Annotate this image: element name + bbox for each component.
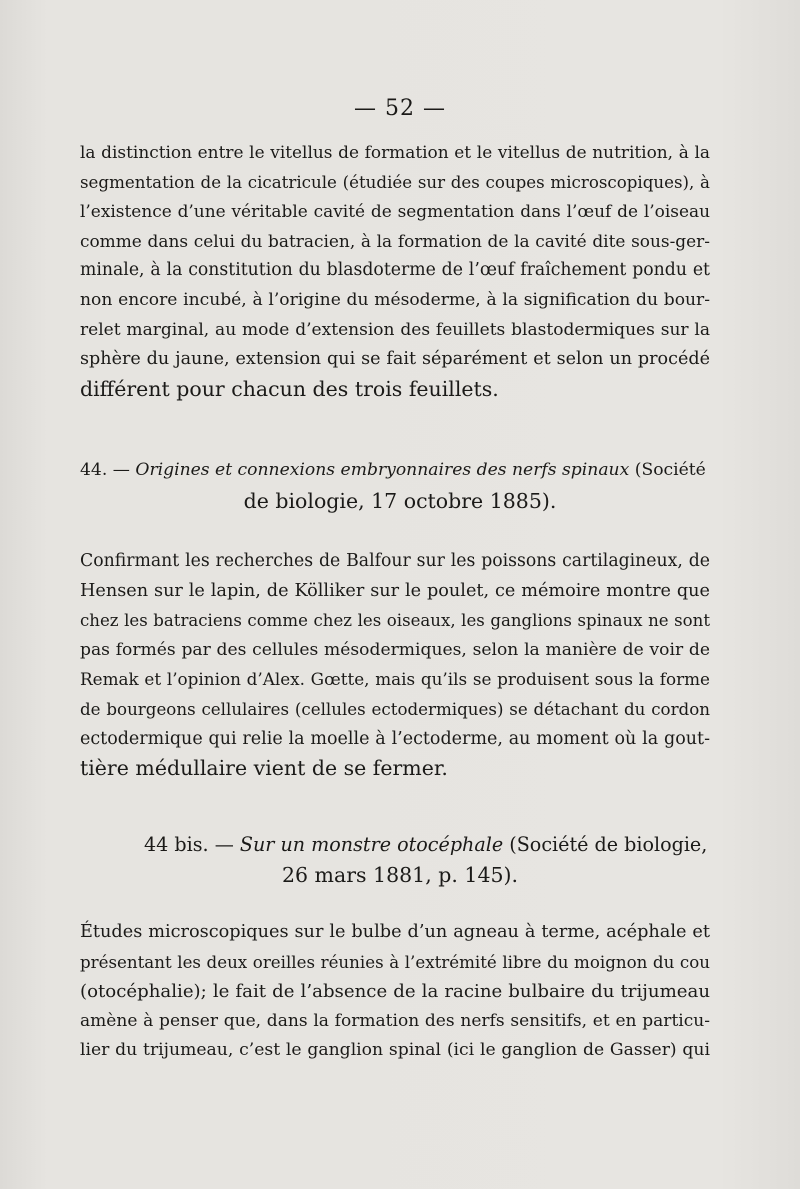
entry-source: 26 mars 1881, p. 145).	[281, 863, 519, 887]
entry-number: 44. —	[80, 460, 130, 480]
text-line: Confirmant les recherches de Balfour sur les poissons cartilagineux, de	[80, 551, 710, 571]
text-line: amène à penser que, dans la formation des nerfs sensitifs, et en particu-	[80, 1010, 710, 1031]
text-line: (otocéphalie); le fait de l’absence de la racine bulbaire du trijumeau	[80, 981, 710, 1003]
paragraph-entry-44	[80, 547, 710, 784]
text-line: ectodermique qui relie la moelle à l’ectoderme, au moment où la gout-	[80, 728, 710, 749]
entry-44-source-line	[0, 486, 800, 516]
text-line: de bourgeons cellulaires (cellules ectodermiques) se détachant du cordon	[80, 699, 710, 719]
entry-title: Origines et connexions embryonnaires des nerfs spinaux	[135, 460, 630, 480]
page-number: — 52 —	[354, 96, 446, 121]
entry-source: (Société	[634, 460, 706, 480]
entry-source: de biologie, 17 octobre 1885).	[243, 489, 557, 513]
text-line: Hensen sur le lapin, de Kölliker sur le poulet, ce mémoire montre que	[80, 580, 710, 601]
paragraph-continuation	[80, 138, 710, 404]
entry-44-heading	[80, 455, 710, 485]
text-line: comme dans celui du batracien, à la formation de la cavité dite sous-ger-	[80, 230, 710, 251]
text-line: non encore incubé, à l’origine du mésoderme, à la signification du bour-	[80, 289, 710, 310]
entry-source: (Société de biologie,	[509, 833, 708, 856]
text-line: segmentation de la cicatricule (étudiée sur des coupes microscopiques), à	[80, 172, 710, 192]
text-line: différent pour chacun des trois feuillets.	[80, 376, 499, 401]
entry-44-bis-source-line	[0, 860, 800, 890]
entry-number: 44 bis. —	[144, 833, 234, 856]
text-line: relet marginal, au mode d’extension des feuillets blastodermiques sur la	[80, 319, 710, 340]
text-line: pas formés par des cellules mésodermiques, selon la manière de voir de	[80, 639, 710, 660]
text-line: sphère du jaune, extension qui se fait séparément et selon un procédé	[80, 349, 710, 370]
text-line: minale, à la constitution du blasdoterme de l’œuf fraîchement pondu et	[80, 260, 710, 281]
entry-title: Sur un monstre otocéphale	[239, 833, 504, 856]
text-line: lier du trijumeau, c’est le ganglion spinal (ici le ganglion de Gasser) qui	[80, 1040, 710, 1061]
text-line: Remak et l’opinion d’Alex. Gœtte, mais qu’ils se produisent sous la forme	[80, 669, 710, 690]
text-line: la distinction entre le vitellus de formation et le vitellus de nutrition, à la	[80, 142, 710, 162]
text-line: Études microscopiques sur le bulbe d’un agneau à terme, acéphale et	[80, 922, 710, 942]
text-line: tière médullaire vient de se fermer.	[80, 756, 448, 781]
text-line: présentant les deux oreilles réunies à l’extrémité libre du moignon du cou	[80, 952, 710, 972]
text-line: chez les batraciens comme chez les oiseaux, les ganglions spinaux ne sont	[80, 611, 710, 631]
paragraph-entry-44-bis	[80, 918, 710, 1066]
entry-44-bis-heading	[144, 830, 710, 860]
text-line: l’existence d’une véritable cavité de segmentation dans l’œuf de l’oiseau	[80, 201, 710, 222]
